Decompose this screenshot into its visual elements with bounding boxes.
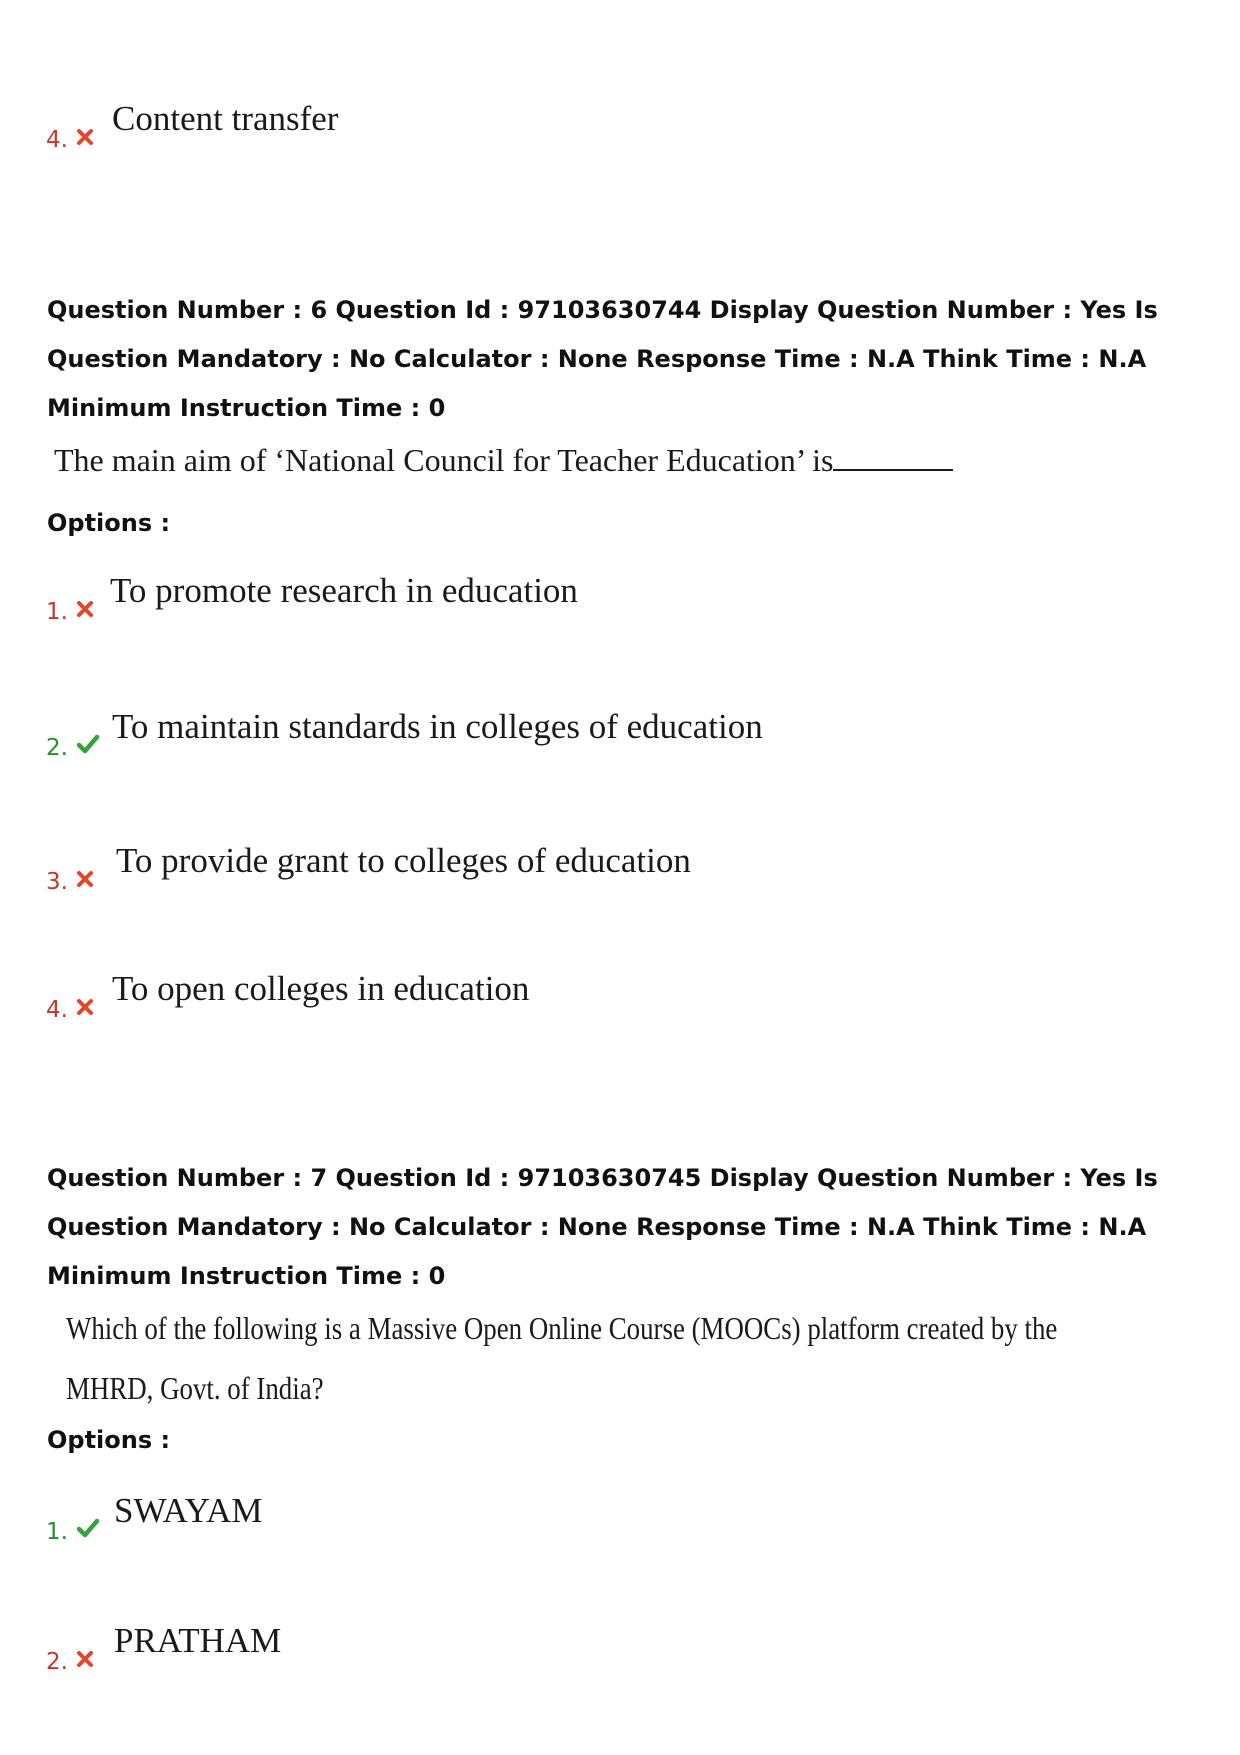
option-text: Content transfer — [112, 99, 339, 138]
options-label: Options : — [47, 1426, 171, 1454]
option-number: 2. — [46, 735, 68, 761]
option-text: PRATHAM — [114, 1621, 282, 1660]
cross-icon — [76, 870, 96, 890]
question-text-line-2: MHRD, Govt. of India? — [66, 1370, 324, 1406]
question-meta: Question Number : 7 Question Id : 97103630745 Display Question Number : Yes Is Question Mandatory : No Calculator : None Response Time : N.A Think Time : N.A Minimum Instruction Time : 0 — [47, 1164, 1158, 1290]
option-number: 4. — [46, 127, 68, 153]
option-text: To promote research in education — [110, 571, 578, 610]
cross-icon — [76, 998, 96, 1018]
cross-icon — [76, 128, 96, 148]
option-text: SWAYAM — [114, 1491, 263, 1530]
option-text: To maintain standards in colleges of education — [112, 707, 763, 746]
option-number: 3. — [46, 869, 68, 895]
cross-icon — [76, 600, 96, 620]
question-text — [54, 440, 953, 480]
option-number: 4. — [46, 997, 68, 1023]
option-number: 2. — [46, 1649, 68, 1675]
answer-blank — [833, 441, 953, 471]
question-meta: Question Number : 6 Question Id : 97103630744 Display Question Number : Yes Is Question Mandatory : No Calculator : None Response Time : N.A Think Time : N.A Minimum Instruction Time : 0 — [47, 296, 1158, 422]
cross-icon — [76, 1650, 96, 1670]
option-text: To open colleges in education — [112, 969, 530, 1008]
option-text: To provide grant to colleges of education — [116, 841, 691, 880]
check-icon — [76, 734, 96, 754]
options-label: Options : — [47, 509, 171, 537]
option-number: 1. — [46, 1519, 68, 1545]
question-text-content: The main aim of ‘National Council for Teacher Education’ is — [54, 442, 834, 478]
check-icon — [76, 1518, 96, 1538]
option-number: 1. — [46, 599, 68, 625]
question-text-line-1: Which of the following is a Massive Open Online Course (MOOCs) platform created by the — [66, 1310, 1058, 1346]
